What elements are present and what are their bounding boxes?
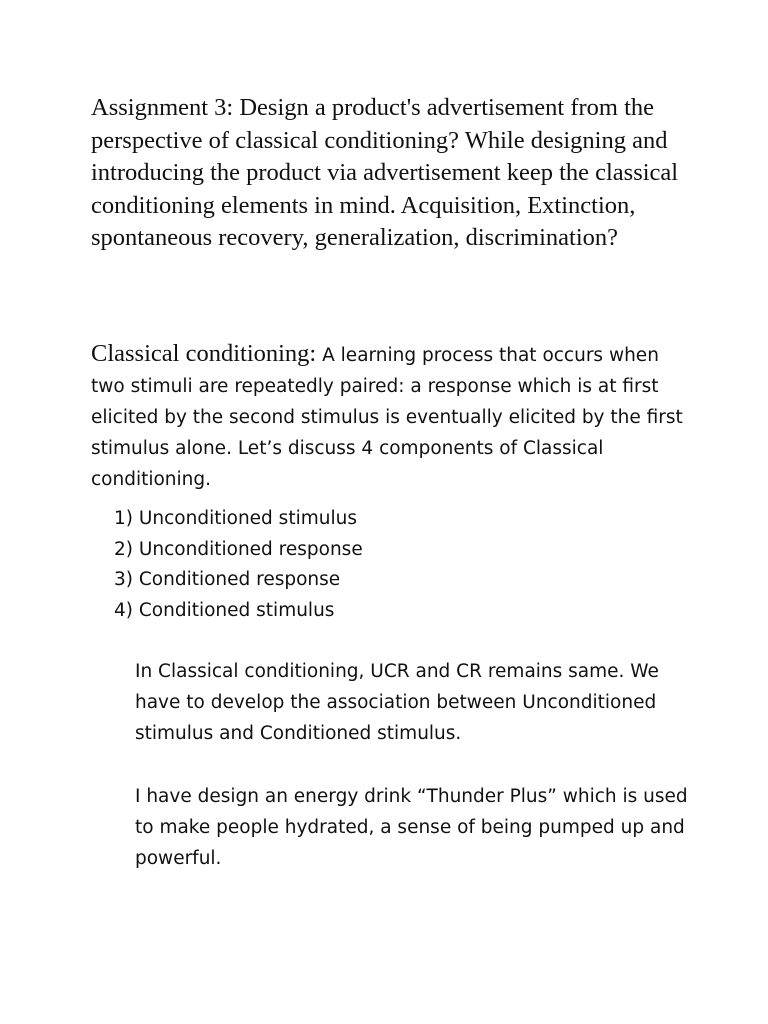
components-list	[114, 504, 363, 626]
definition-text: A learning process that occurs when two stimuli are repeatedly paired: a response which is at first elicited by the second stimulus is eventually elicited by the first stimulus alone. Let’s discuss 4 components of Classical conditioning.	[91, 345, 683, 490]
product-paragraph: I have design an energy drink “Thunder Plus” which is used to make people hydrated, a sense of being pumped up and powerful.	[135, 786, 688, 869]
list-item: 2) Unconditioned response	[114, 538, 363, 560]
ucr-cr-paragraph: In Classical conditioning, UCR and CR remains same. We have to develop the association between Unconditioned stimulus and Conditioned stimulus.	[135, 661, 659, 744]
list-item: 4) Conditioned stimulus	[114, 599, 335, 621]
definition-term: Classical conditioning:	[91, 340, 317, 367]
classical-conditioning-definition	[91, 338, 691, 495]
list-item: 3) Conditioned response	[114, 569, 341, 590]
assignment-prompt: Assignment 3: Design a product's advertisement from the perspective of classical conditioning? While designing and introducing the product via advertisement keep the classical conditioning elements in mind. Acquisition, Extinction, spontaneous recovery, generalization, discrimination?	[91, 94, 679, 251]
list-item: 1) Unconditioned stimulus	[114, 508, 357, 529]
